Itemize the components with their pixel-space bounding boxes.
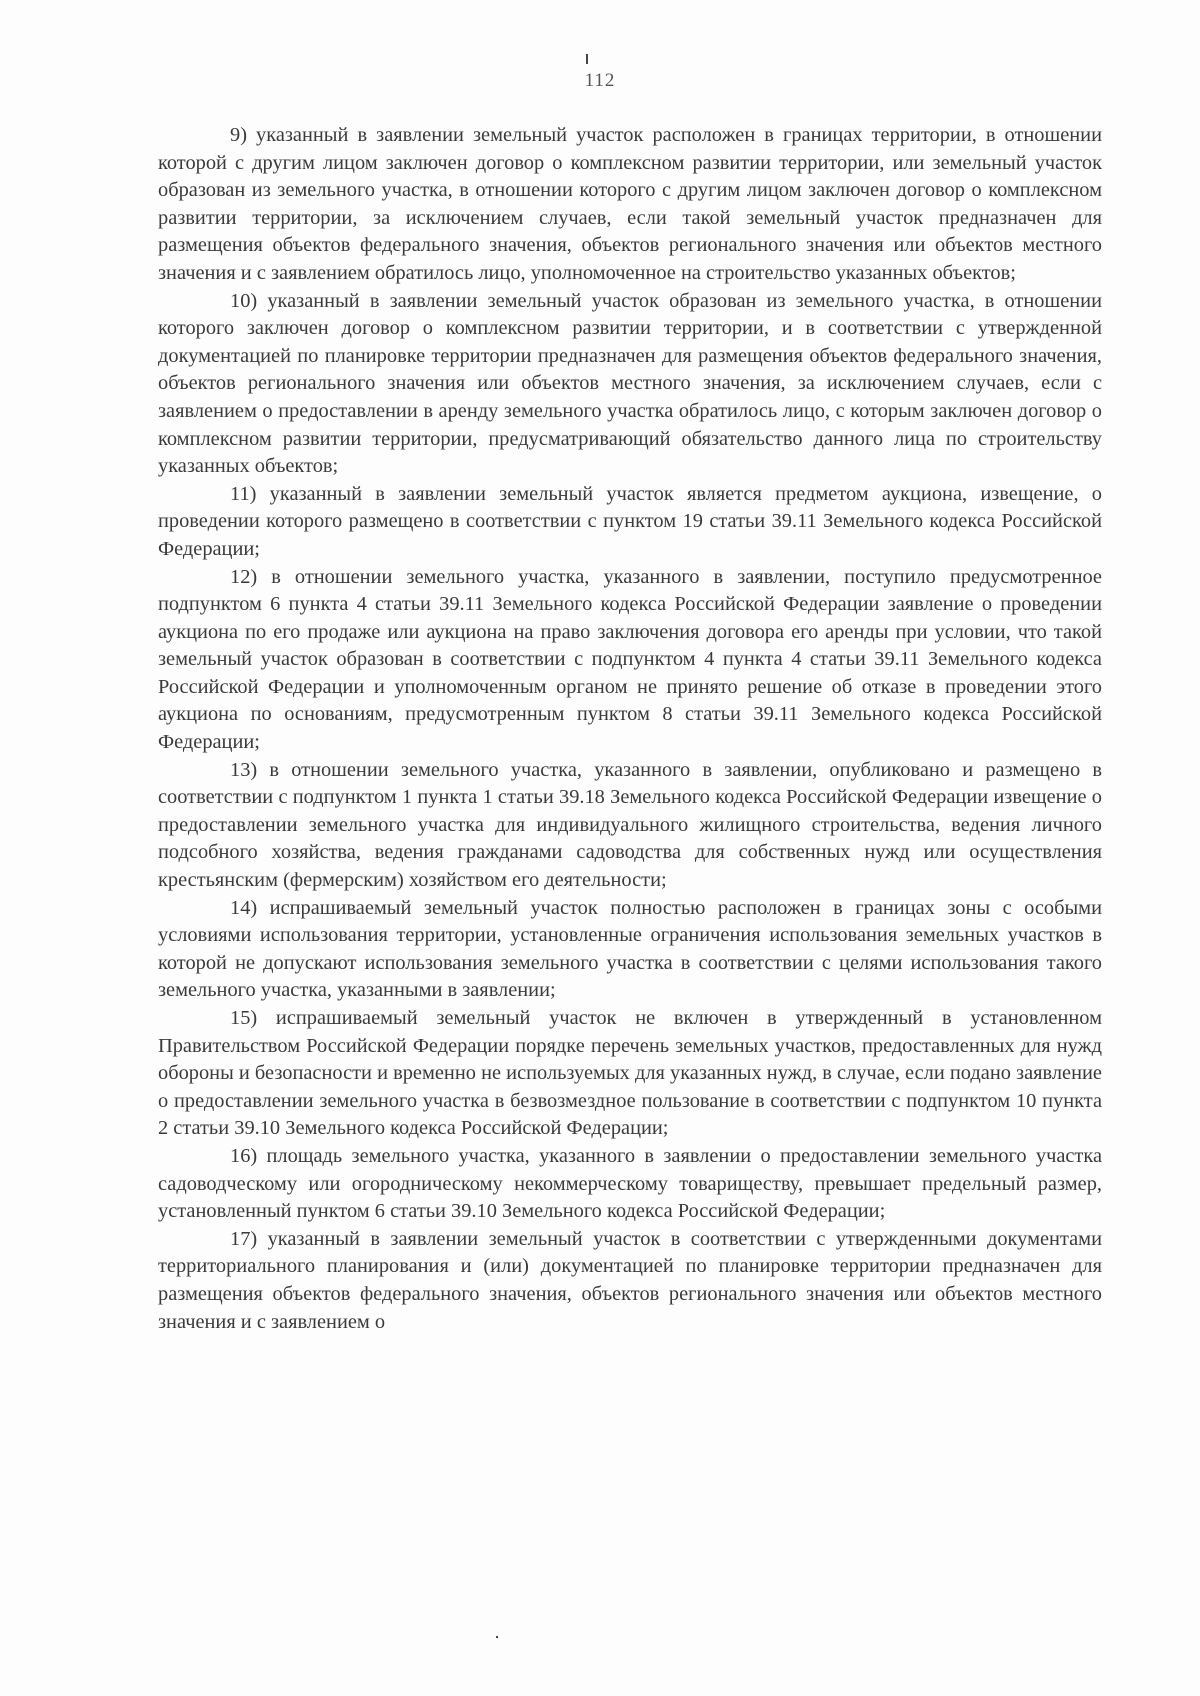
page-number: 112 <box>584 70 616 91</box>
paragraph-item-16: 16) площадь земельного участка, указанного в заявлении о предоставлении земельного участка садоводческому или огородническому некоммерческому товариществу, превышает предельный размер, установленный пунктом 6 статьи 39.10 Земельного кодекса Российской Федерации; <box>158 1144 1102 1223</box>
paragraph-item-11: 11) указанный в заявлении земельный участок является предметом аукциона, извещение, о проведении которого размещено в соответствии с пунктом 19 статьи 39.11 Земельного кодекса Российской Федерации; <box>158 482 1102 560</box>
paragraph-item-14: 14) испрашиваемый земельный участок полностью расположен в границах зоны с особыми условиями использования территории, установленные ограничения использования земельных участков в которой не допускают использования земельного участка в соответствии с целями использования такого земельного участка, указанными в заявлении; <box>158 896 1102 1002</box>
scan-speck-bottom <box>496 1636 498 1638</box>
paragraph-item-9: 9) указанный в заявлении земельный участок расположен в границах территории, в отношении которой с другим лицом заключен договор о комплексном развитии территории, или земельный участок образован из земельного участка, в отношении которого с другим лицом заключен договор о комплексном развитии территории, за исключением случаев, если такой земельный участок предназначен для размещения объектов федерального значения, объектов регионального значения или объектов местного значения и с заявлением обратилось лицо, уполномоченное на строительство указанных объектов; <box>158 124 1102 284</box>
paragraph-item-13: 13) в отношении земельного участка, указанного в заявлении, опубликовано и размещено в соответствии с подпунктом 1 пункта 1 статьи 39.18 Земельного кодекса Российской Федерации извещение о предоставлении земельного участка для индивидуального жилищного строительства, ведения личного подсобного хозяйства, ведения гражданами садоводства для собственных нужд или осуществления крестьянским (фермерским) хозяйством его деятельности; <box>158 758 1102 892</box>
paragraph-item-10: 10) указанный в заявлении земельный участок образован из земельного участка, в отношении которого заключен договор о комплексном развитии территории, и в соответствии с утвержденной документацией по планировке территории предназначен для размещения объектов федерального значения, объектов регионального значения или объектов местного значения, за исключением случаев, если с заявлением о предоставлении в аренду земельного участка обратилось лицо, с которым заключен договор о комплексном развитии территории, предусматривающий обязательство данного лица по строительству указанных объектов; <box>158 289 1102 478</box>
document-body <box>158 122 1102 1336</box>
scan-speck-top <box>586 54 588 64</box>
paragraph-item-15: 15) испрашиваемый земельный участок не включен в утвержденный в установленном Правительством Российской Федерации порядке перечень земельных участков, предоставленных для нужд обороны и безопасности и временно не используемых для указанных нужд, в случае, если подано заявление о предоставлении земельного участка в безвозмездное пользование в соответствии с подпунктом 10 пункта 2 статьи 39.10 Земельного кодекса Российской Федерации; <box>158 1007 1102 1140</box>
paragraph-item-12: 12) в отношении земельного участка, указанного в заявлении, поступило предусмотренное подпунктом 6 пункта 4 статьи 39.11 Земельного кодекса Российской Федерации заявление о проведении аукциона по его продаже или аукциона на право заключения договора его аренды при условии, что такой земельный участок образован в соответствии с подпунктом 4 пункта 4 статьи 39.11 Земельного кодекса Российской Федерации и уполномоченным органом не принято решение об отказе в проведении этого аукциона по основаниям, предусмотренным пунктом 8 статьи 39.11 Земельного кодекса Российской Федерации; <box>158 565 1102 754</box>
paragraph-item-17: 17) указанный в заявлении земельный участок в соответствии с утвержденными документами территориального планирования и (или) документацией по планировке территории предназначен для размещения объектов федерального значения, объектов регионального значения или объектов местного значения и с заявлением о <box>158 1227 1102 1333</box>
